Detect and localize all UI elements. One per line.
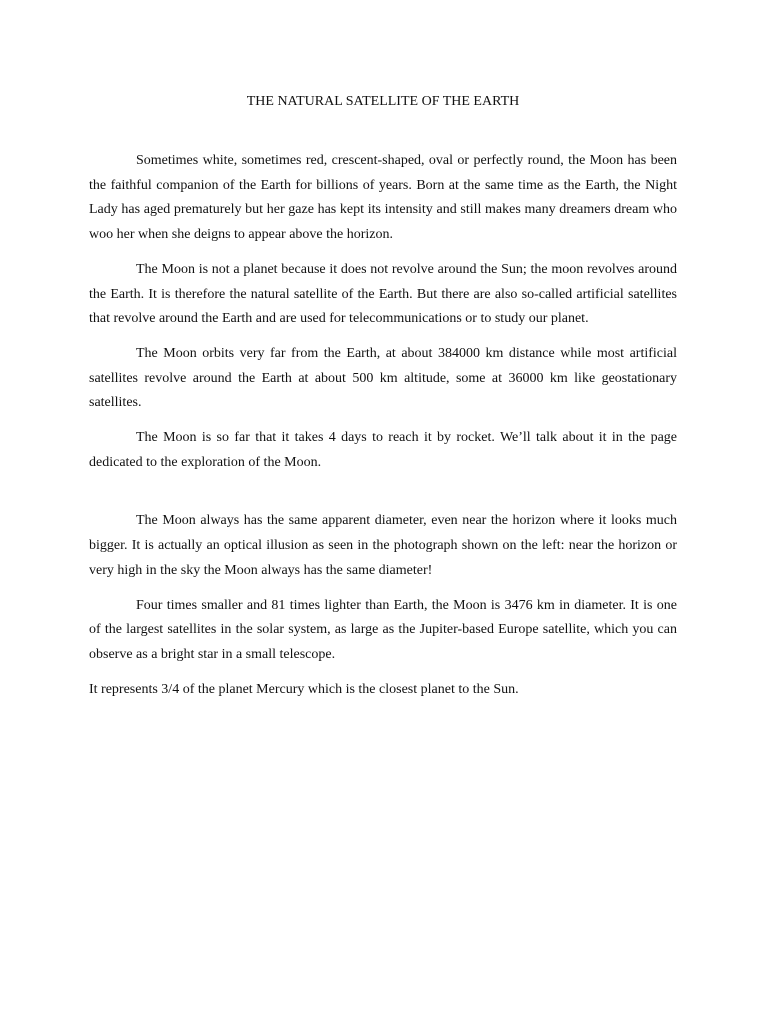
paragraph: The Moon orbits very far from the Earth, at about 384000 km distance while most artificial satellites revolve around the Earth at about 500 km altitude, some at 36000 km like geostationary satellites. — [89, 345, 677, 411]
paragraph: Sometimes white, sometimes red, crescent-shaped, oval or perfectly round, the Moon has been the faithful companion of the Earth for billions of years. Born at the same time as the Earth, the Night Lady has aged prematurely but her gaze has kept its intensity and still makes many dreamers dream who woo her when she deigns to appear above the horizon. — [89, 153, 677, 243]
paragraph: The Moon is not a planet because it does not revolve around the Sun; the moon revolves around the Earth. It is therefore the natural satellite of the Earth. But there are also so-called artificial satellites that revolve around the Earth and are used for telecommunications or to study our planet. — [89, 261, 677, 327]
paragraph: It represents 3/4 of the planet Mercury which is the closest planet to the Sun. — [89, 681, 519, 697]
document-title: THE NATURAL SATELLITE OF THE EARTH — [246, 94, 520, 109]
paragraph: The Moon is so far that it takes 4 days to reach it by rocket. We’ll talk about it in the page dedicated to the exploration of the Moon. — [89, 430, 677, 470]
paragraph: Four times smaller and 81 times lighter than Earth, the Moon is 3476 km in diameter. It is one of the largest satellites in the solar system, as large as the Jupiter-based Europe satellite, which you can observe as a bright star in a small telescope. — [89, 597, 677, 662]
document-body — [89, 92, 677, 712]
paragraph: The Moon always has the same apparent diameter, even near the horizon where it looks much bigger. It is actually an optical illusion as seen in the photograph shown on the left: near the horizon or very high in the sky the Moon always has the same diameter! — [89, 513, 677, 578]
